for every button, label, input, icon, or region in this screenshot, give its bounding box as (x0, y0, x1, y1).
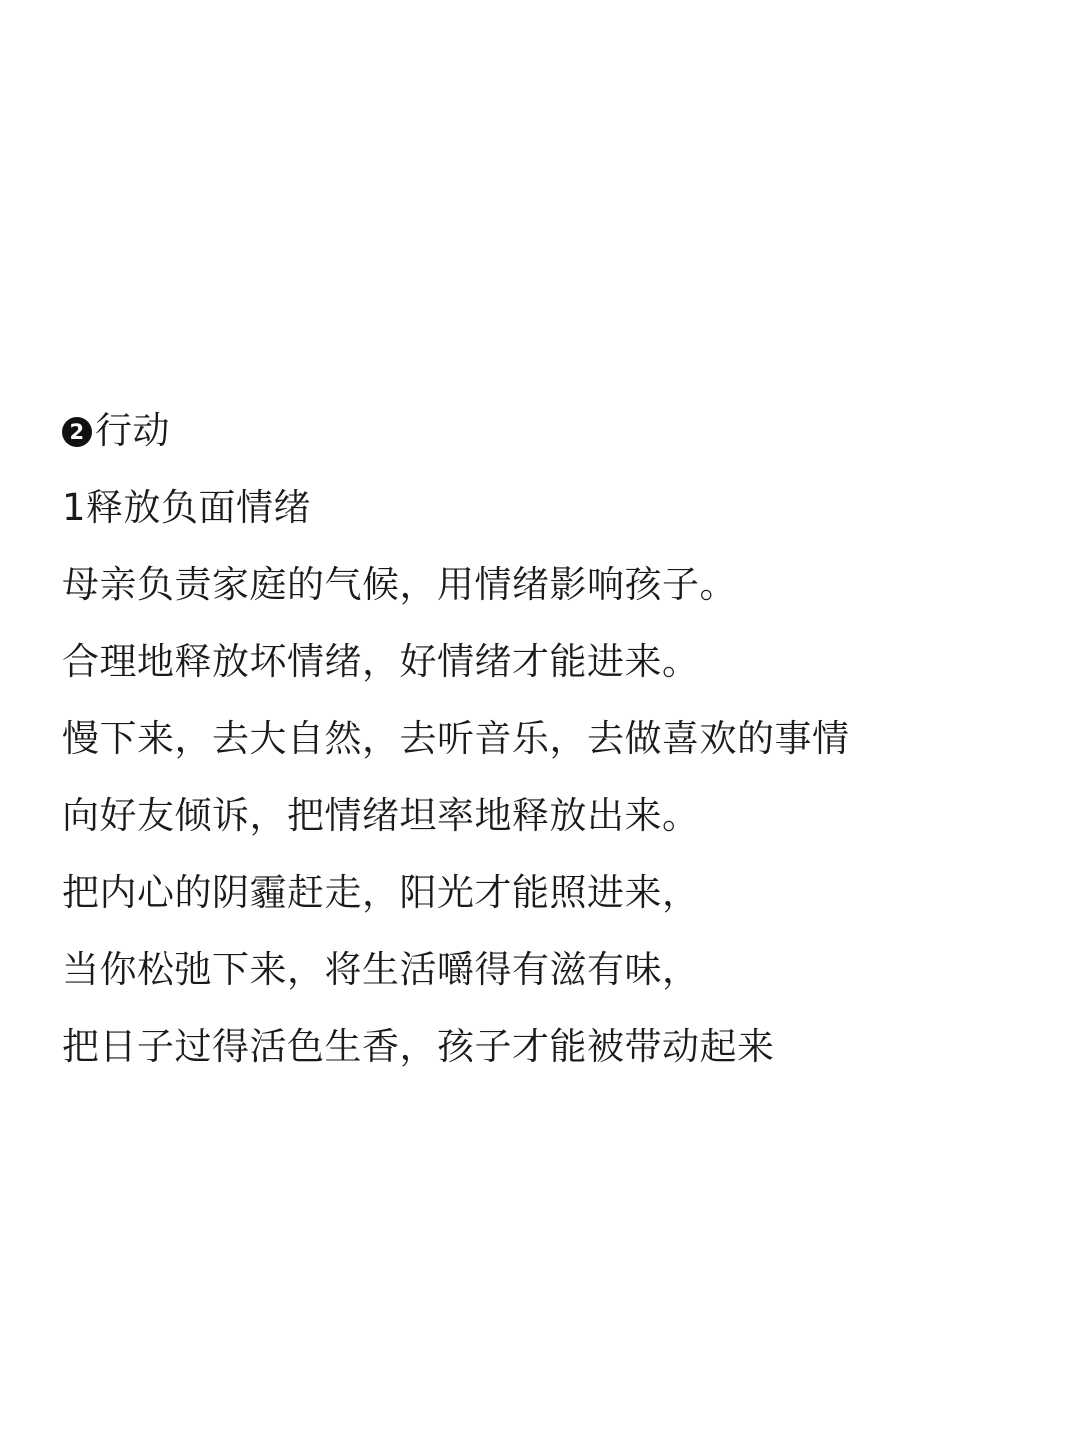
text-line: 当你松弛下来，将生活嚼得有滋有味， (62, 948, 700, 991)
text-line: 把内心的阴霾赶走，阳光才能照进来， (62, 871, 700, 914)
subheading: 1释放负面情绪 (62, 486, 312, 529)
note-body (62, 392, 1042, 1085)
text-line: 合理地释放坏情绪，好情绪才能进来。 (62, 640, 700, 683)
text-line: 母亲负责家庭的气候，用情绪影响孩子。 (62, 563, 737, 606)
text-line: 慢下来，去大自然，去听音乐，去做喜欢的事情 (62, 717, 850, 760)
text-line: 向好友倾诉，把情绪坦率地释放出来。 (62, 794, 700, 837)
section-title: 行动 (95, 409, 170, 452)
text-line: 把日子过得活色生香，孩子才能被带动起来 (62, 1025, 775, 1068)
section-heading (62, 392, 1042, 469)
number-badge-icon: 2 (62, 417, 92, 447)
